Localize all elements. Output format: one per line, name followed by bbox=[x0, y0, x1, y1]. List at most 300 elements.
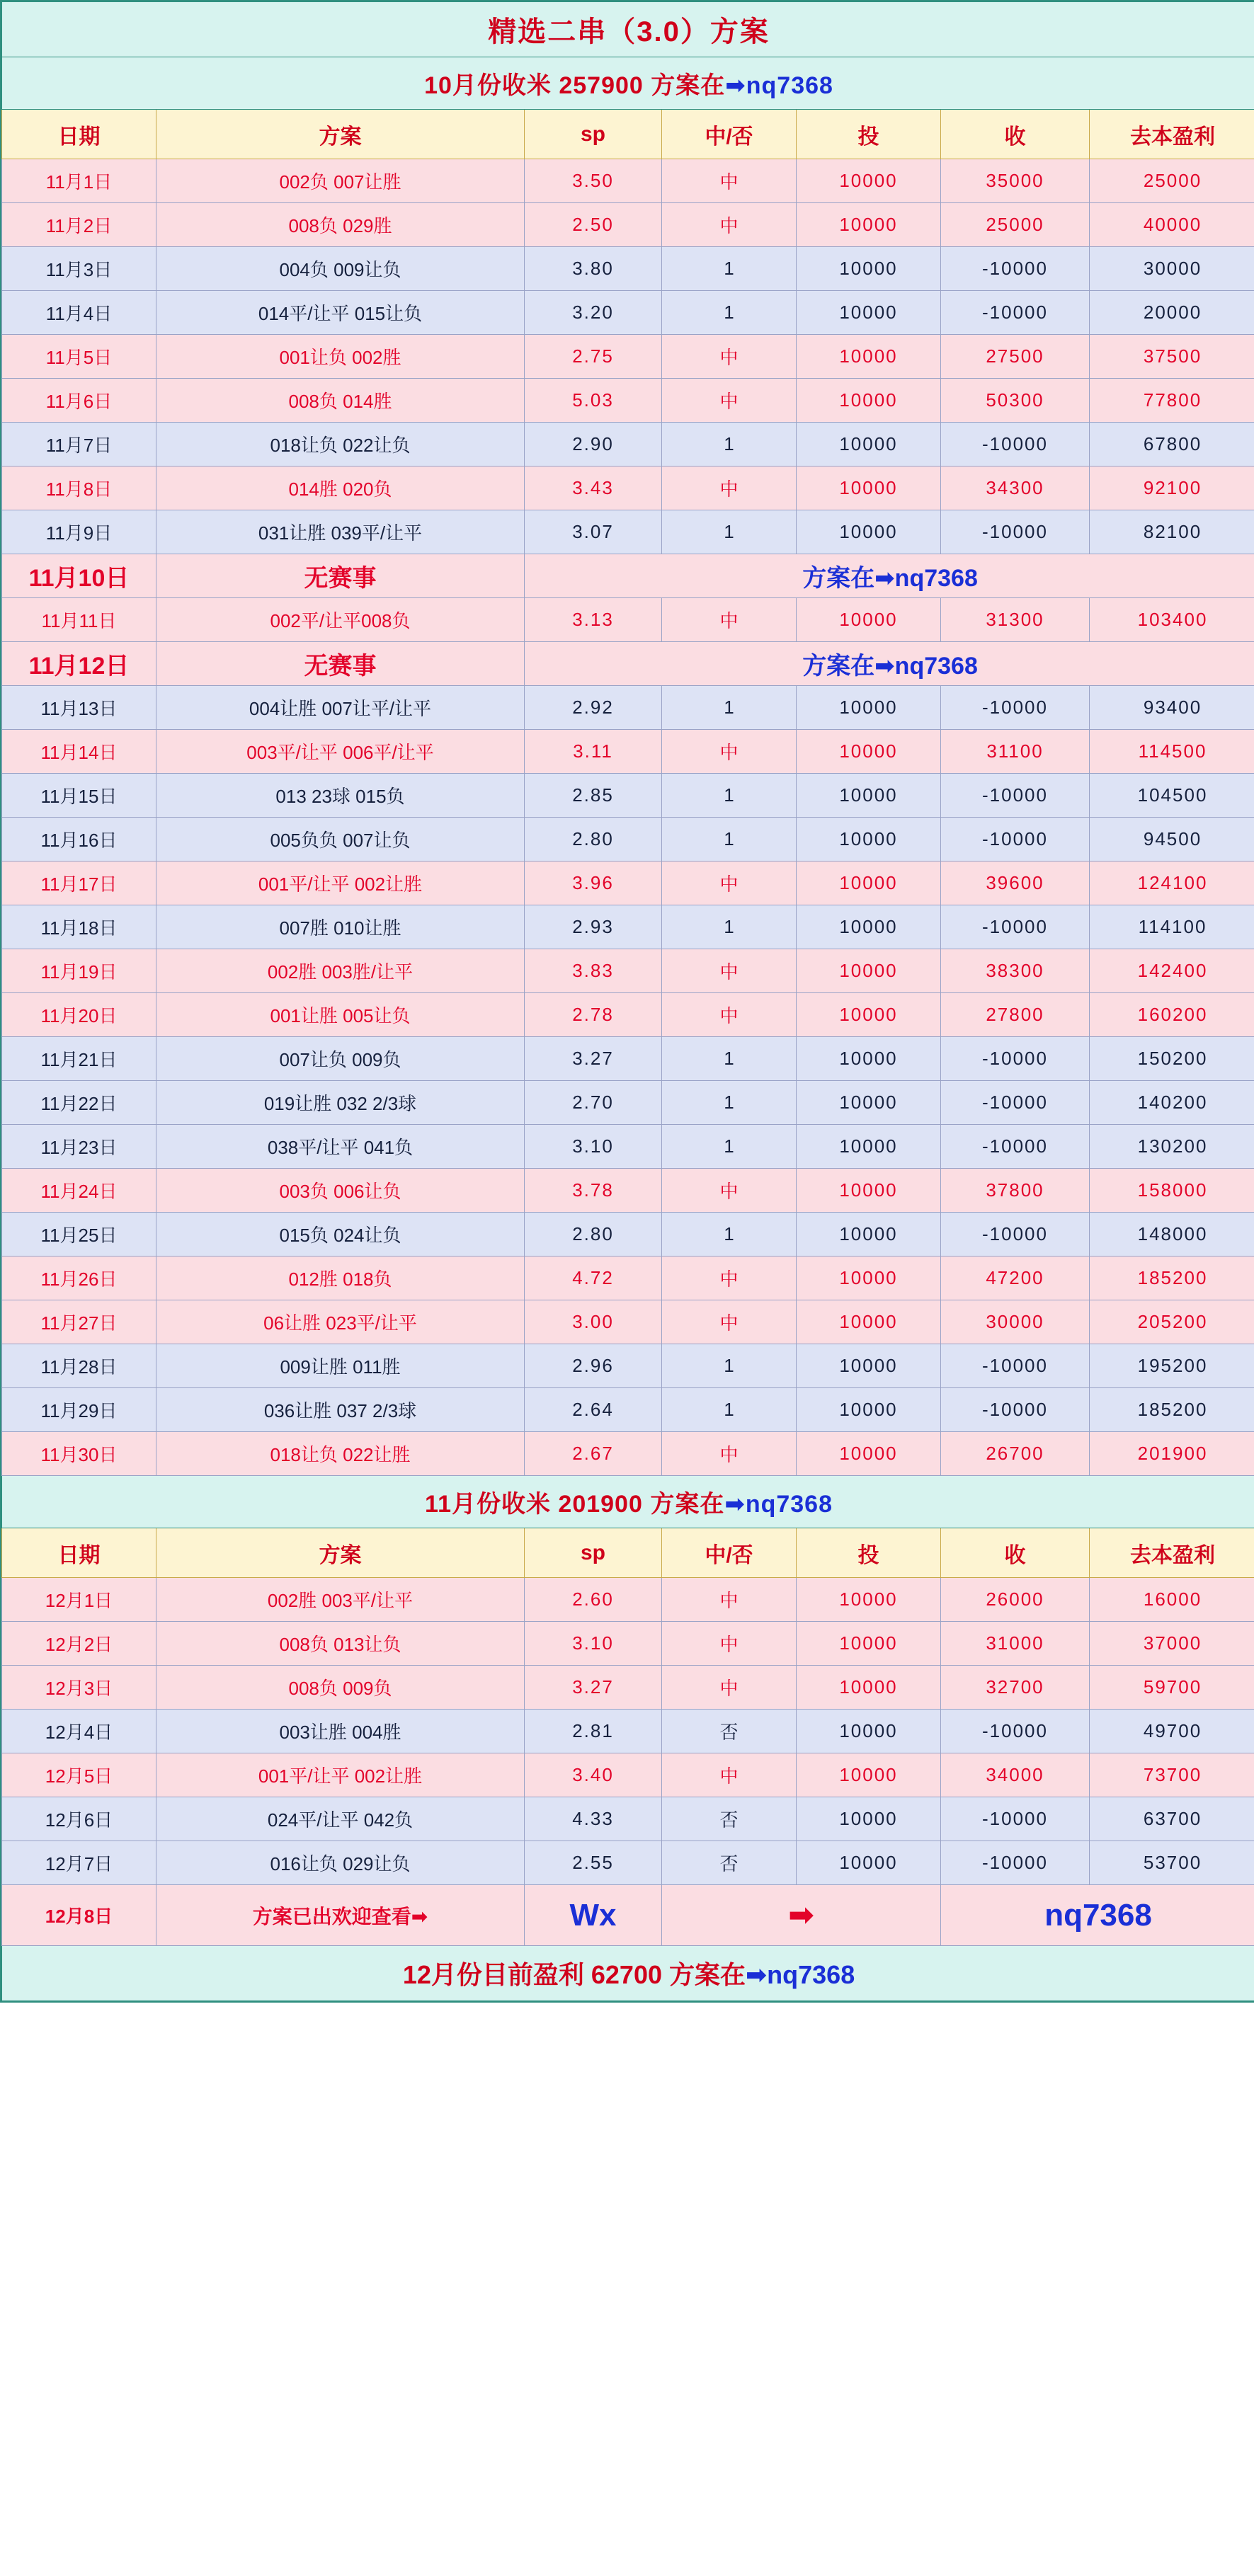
row-plan: 014胜 020负 bbox=[156, 466, 525, 510]
row-plan: 031让胜 039平/让平 bbox=[156, 510, 525, 554]
table-row bbox=[2, 993, 1254, 1037]
col-header-plan: 方案 bbox=[156, 110, 525, 159]
row-plan: 018让负 022让胜 bbox=[156, 1432, 525, 1476]
row-return: -10000 bbox=[941, 247, 1090, 291]
row-return: -10000 bbox=[941, 1710, 1090, 1753]
row-bet: 10000 bbox=[797, 1169, 941, 1213]
row-return: -10000 bbox=[941, 1344, 1090, 1388]
col-header-hit: 中/否 bbox=[662, 1528, 797, 1578]
row-hit: 中 bbox=[662, 1666, 797, 1710]
table-row bbox=[2, 774, 1254, 818]
row-profit: 94500 bbox=[1090, 818, 1254, 861]
row-plan: 009让胜 011胜 bbox=[156, 1344, 525, 1388]
row-return: -10000 bbox=[941, 1388, 1090, 1432]
table-row bbox=[2, 1710, 1254, 1753]
row-return: -10000 bbox=[941, 774, 1090, 818]
row-bet: 10000 bbox=[797, 1344, 941, 1388]
table-row bbox=[2, 379, 1254, 423]
table-row bbox=[2, 598, 1254, 642]
row-plan: 001让负 002胜 bbox=[156, 335, 525, 379]
row-return: 26700 bbox=[941, 1432, 1090, 1476]
table-row bbox=[2, 1256, 1254, 1300]
row-sp: 3.27 bbox=[525, 1666, 662, 1710]
row-sp: 2.80 bbox=[525, 818, 662, 861]
row-sp: 3.50 bbox=[525, 159, 662, 203]
col-header-plan: 方案 bbox=[156, 1528, 525, 1578]
row-return: 34000 bbox=[941, 1753, 1090, 1797]
row-date: 11月13日 bbox=[2, 686, 156, 730]
row-hit: 中 bbox=[662, 1256, 797, 1300]
row-sp: 3.00 bbox=[525, 1300, 662, 1344]
row-bet: 10000 bbox=[797, 1841, 941, 1885]
row-sp: 3.10 bbox=[525, 1125, 662, 1169]
row-sp: 2.60 bbox=[525, 1578, 662, 1622]
row-sp: 3.78 bbox=[525, 1169, 662, 1213]
table-row bbox=[2, 554, 1254, 598]
row-date: 11月29日 bbox=[2, 1388, 156, 1432]
header-row-december bbox=[2, 1528, 1254, 1578]
row-profit: 92100 bbox=[1090, 466, 1254, 510]
row-profit: 124100 bbox=[1090, 861, 1254, 905]
row-return: 26000 bbox=[941, 1578, 1090, 1622]
row-plan: 008负 009负 bbox=[156, 1666, 525, 1710]
row-bet: 10000 bbox=[797, 774, 941, 818]
col-header-return: 收 bbox=[941, 110, 1090, 159]
row-hit: 1 bbox=[662, 686, 797, 730]
row-date: 11月30日 bbox=[2, 1432, 156, 1476]
row-bet: 10000 bbox=[797, 861, 941, 905]
row-date: 11月16日 bbox=[2, 818, 156, 861]
row-plan: 003让胜 004胜 bbox=[156, 1710, 525, 1753]
row-sp: 3.80 bbox=[525, 247, 662, 291]
row-date: 12月3日 bbox=[2, 1666, 156, 1710]
row-hit: 中 bbox=[662, 730, 797, 774]
row-bet: 10000 bbox=[797, 598, 941, 642]
row-plan: 003平/让平 006平/让平 bbox=[156, 730, 525, 774]
row-hit: 中 bbox=[662, 861, 797, 905]
row-hit: 1 bbox=[662, 1037, 797, 1081]
row-sp: 2.75 bbox=[525, 335, 662, 379]
row-profit: 30000 bbox=[1090, 247, 1254, 291]
row-date: 11月18日 bbox=[2, 905, 156, 949]
row-sp: 2.93 bbox=[525, 905, 662, 949]
row-plan: 004负 009让负 bbox=[156, 247, 525, 291]
row-bet: 10000 bbox=[797, 1710, 941, 1753]
row-hit: 1 bbox=[662, 905, 797, 949]
arrow-icon: ➡ bbox=[724, 1491, 746, 1518]
row-sp: 5.03 bbox=[525, 379, 662, 423]
row-plan: 004让胜 007让平/让平 bbox=[156, 686, 525, 730]
table-row bbox=[2, 818, 1254, 861]
row-return: -10000 bbox=[941, 1125, 1090, 1169]
row-plan: 019让胜 032 2/3球 bbox=[156, 1081, 525, 1125]
row-hit: 否 bbox=[662, 1841, 797, 1885]
row-date: 11月20日 bbox=[2, 993, 156, 1037]
row-date: 12月2日 bbox=[2, 1622, 156, 1666]
row-date: 11月15日 bbox=[2, 774, 156, 818]
table-row bbox=[2, 510, 1254, 554]
col-header-sp: sp bbox=[525, 110, 662, 159]
row-date: 11月12日 bbox=[2, 642, 156, 686]
row-plan: 038平/让平 041负 bbox=[156, 1125, 525, 1169]
row-return: -10000 bbox=[941, 423, 1090, 466]
table-row bbox=[2, 1432, 1254, 1476]
row-profit: 160200 bbox=[1090, 993, 1254, 1037]
table-row bbox=[2, 335, 1254, 379]
row-sp: 2.55 bbox=[525, 1841, 662, 1885]
november-code: nq7368 bbox=[745, 1491, 833, 1518]
row-profit: 150200 bbox=[1090, 1037, 1254, 1081]
table-row bbox=[2, 1081, 1254, 1125]
row-hit: 中 bbox=[662, 949, 797, 993]
row-sp: 2.64 bbox=[525, 1388, 662, 1432]
row-hit: 中 bbox=[662, 1169, 797, 1213]
row-return: 50300 bbox=[941, 379, 1090, 423]
table-row bbox=[2, 291, 1254, 335]
row-bet: 10000 bbox=[797, 905, 941, 949]
col-header-profit: 去本盈利 bbox=[1090, 110, 1254, 159]
october-summary-text: 10月份收米 257900 方案在 bbox=[424, 72, 726, 99]
row-return: 31100 bbox=[941, 730, 1090, 774]
row-hit: 1 bbox=[662, 1388, 797, 1432]
row-profit: 142400 bbox=[1090, 949, 1254, 993]
row-sp: 2.90 bbox=[525, 423, 662, 466]
wechat-label: Wx bbox=[525, 1885, 662, 1946]
promo-row[interactable] bbox=[2, 1885, 1254, 1946]
table-row bbox=[2, 1622, 1254, 1666]
row-bet: 10000 bbox=[797, 1300, 941, 1344]
results-table bbox=[1, 1, 1254, 2001]
row-return: 39600 bbox=[941, 861, 1090, 905]
row-bet: 10000 bbox=[797, 335, 941, 379]
row-return: -10000 bbox=[941, 1037, 1090, 1081]
row-hit: 1 bbox=[662, 1344, 797, 1388]
row-date: 11月22日 bbox=[2, 1081, 156, 1125]
table-row bbox=[2, 1578, 1254, 1622]
page-title-row bbox=[2, 2, 1254, 57]
table-row bbox=[2, 1753, 1254, 1797]
row-return: 35000 bbox=[941, 159, 1090, 203]
arrow-icon: ➡ bbox=[725, 72, 746, 99]
row-sp: 4.33 bbox=[525, 1797, 662, 1841]
row-hit: 中 bbox=[662, 1753, 797, 1797]
row-return: 34300 bbox=[941, 466, 1090, 510]
table-row bbox=[2, 247, 1254, 291]
row-return: 30000 bbox=[941, 1300, 1090, 1344]
row-return: 31300 bbox=[941, 598, 1090, 642]
row-sp: 3.07 bbox=[525, 510, 662, 554]
row-bet: 10000 bbox=[797, 247, 941, 291]
row-plan: 003负 006让负 bbox=[156, 1169, 525, 1213]
december-summary-text: 12月份目前盈利 62700 方案在 bbox=[402, 1960, 746, 1989]
row-profit: 114100 bbox=[1090, 905, 1254, 949]
row-profit: 195200 bbox=[1090, 1344, 1254, 1388]
row-plan: 024平/让平 042负 bbox=[156, 1797, 525, 1841]
row-date: 11月17日 bbox=[2, 861, 156, 905]
row-bet: 10000 bbox=[797, 1622, 941, 1666]
row-profit: 63700 bbox=[1090, 1797, 1254, 1841]
november-summary bbox=[2, 1476, 1254, 1528]
row-profit: 114500 bbox=[1090, 730, 1254, 774]
table-row bbox=[2, 686, 1254, 730]
promo-note[interactable]: 方案在➡nq7368 bbox=[525, 642, 1254, 686]
row-bet: 10000 bbox=[797, 510, 941, 554]
november-summary-text: 11月份收米 201900 方案在 bbox=[425, 1491, 725, 1518]
table-row bbox=[2, 1797, 1254, 1841]
row-profit: 140200 bbox=[1090, 1081, 1254, 1125]
row-date: 12月5日 bbox=[2, 1753, 156, 1797]
row-date: 11月3日 bbox=[2, 247, 156, 291]
row-hit: 中 bbox=[662, 203, 797, 247]
row-plan: 002负 007让胜 bbox=[156, 159, 525, 203]
row-hit: 否 bbox=[662, 1797, 797, 1841]
col-header-sp: sp bbox=[525, 1528, 662, 1578]
row-date: 11月26日 bbox=[2, 1256, 156, 1300]
table-row bbox=[2, 466, 1254, 510]
row-sp: 3.96 bbox=[525, 861, 662, 905]
december-summary-row bbox=[2, 1946, 1254, 2001]
table-row bbox=[2, 1344, 1254, 1388]
december-code: nq7368 bbox=[767, 1960, 855, 1989]
row-bet: 10000 bbox=[797, 1578, 941, 1622]
table-row bbox=[2, 1125, 1254, 1169]
row-plan: 06让胜 023平/让平 bbox=[156, 1300, 525, 1344]
col-header-date: 日期 bbox=[2, 110, 156, 159]
row-return: 38300 bbox=[941, 949, 1090, 993]
row-bet: 10000 bbox=[797, 291, 941, 335]
row-bet: 10000 bbox=[797, 686, 941, 730]
row-hit: 1 bbox=[662, 818, 797, 861]
promo-label[interactable]: 方案已出欢迎查看➡ bbox=[156, 1885, 525, 1946]
row-date: 11月7日 bbox=[2, 423, 156, 466]
row-hit: 1 bbox=[662, 1125, 797, 1169]
row-hit: 中 bbox=[662, 159, 797, 203]
row-plan: 002胜 003胜/让平 bbox=[156, 949, 525, 993]
row-hit: 中 bbox=[662, 1300, 797, 1344]
row-hit: 中 bbox=[662, 993, 797, 1037]
row-hit: 中 bbox=[662, 466, 797, 510]
row-hit: 1 bbox=[662, 1081, 797, 1125]
col-header-date: 日期 bbox=[2, 1528, 156, 1578]
table-row bbox=[2, 1666, 1254, 1710]
row-profit: 103400 bbox=[1090, 598, 1254, 642]
row-sp: 2.85 bbox=[525, 774, 662, 818]
row-return: 25000 bbox=[941, 203, 1090, 247]
row-sp: 2.81 bbox=[525, 1710, 662, 1753]
row-return: -10000 bbox=[941, 1081, 1090, 1125]
table-row bbox=[2, 203, 1254, 247]
row-hit: 中 bbox=[662, 598, 797, 642]
table-row bbox=[2, 1037, 1254, 1081]
promo-code[interactable]: nq7368 bbox=[941, 1885, 1254, 1946]
col-header-bet: 投 bbox=[797, 110, 941, 159]
row-return: 32700 bbox=[941, 1666, 1090, 1710]
row-date: 11月8日 bbox=[2, 466, 156, 510]
row-profit: 59700 bbox=[1090, 1666, 1254, 1710]
row-plan: 016让负 029让负 bbox=[156, 1841, 525, 1885]
row-profit: 25000 bbox=[1090, 159, 1254, 203]
row-return: -10000 bbox=[941, 510, 1090, 554]
row-date: 11月1日 bbox=[2, 159, 156, 203]
row-plan: 008负 029胜 bbox=[156, 203, 525, 247]
row-date: 11月21日 bbox=[2, 1037, 156, 1081]
row-return: 47200 bbox=[941, 1256, 1090, 1300]
row-date: 11月11日 bbox=[2, 598, 156, 642]
row-return: 31000 bbox=[941, 1622, 1090, 1666]
row-bet: 10000 bbox=[797, 1797, 941, 1841]
row-plan: 008负 013让负 bbox=[156, 1622, 525, 1666]
row-sp: 3.11 bbox=[525, 730, 662, 774]
row-plan: 012胜 018负 bbox=[156, 1256, 525, 1300]
col-header-return: 收 bbox=[941, 1528, 1090, 1578]
table-body bbox=[2, 2, 1254, 2001]
table-row bbox=[2, 949, 1254, 993]
row-bet: 10000 bbox=[797, 1753, 941, 1797]
promo-date: 12月8日 bbox=[2, 1885, 156, 1946]
row-hit: 中 bbox=[662, 1578, 797, 1622]
row-date: 11月14日 bbox=[2, 730, 156, 774]
row-plan: 015负 024让负 bbox=[156, 1213, 525, 1256]
row-bet: 10000 bbox=[797, 993, 941, 1037]
row-bet: 10000 bbox=[797, 466, 941, 510]
row-profit: 53700 bbox=[1090, 1841, 1254, 1885]
row-plan: 002胜 003平/让平 bbox=[156, 1578, 525, 1622]
row-plan: 002平/让平008负 bbox=[156, 598, 525, 642]
row-sp: 3.27 bbox=[525, 1037, 662, 1081]
table-row bbox=[2, 905, 1254, 949]
row-profit: 205200 bbox=[1090, 1300, 1254, 1344]
table-row bbox=[2, 423, 1254, 466]
november-summary-row bbox=[2, 1476, 1254, 1528]
row-profit: 130200 bbox=[1090, 1125, 1254, 1169]
col-header-bet: 投 bbox=[797, 1528, 941, 1578]
row-plan: 013 23球 015负 bbox=[156, 774, 525, 818]
row-profit: 77800 bbox=[1090, 379, 1254, 423]
row-bet: 10000 bbox=[797, 949, 941, 993]
row-bet: 10000 bbox=[797, 1256, 941, 1300]
row-return: 27800 bbox=[941, 993, 1090, 1037]
row-plan: 001平/让平 002让胜 bbox=[156, 861, 525, 905]
row-sp: 3.20 bbox=[525, 291, 662, 335]
row-profit: 201900 bbox=[1090, 1432, 1254, 1476]
row-plan: 036让胜 037 2/3球 bbox=[156, 1388, 525, 1432]
row-plan: 001让胜 005让负 bbox=[156, 993, 525, 1037]
row-date: 11月27日 bbox=[2, 1300, 156, 1344]
row-profit: 82100 bbox=[1090, 510, 1254, 554]
row-hit: 1 bbox=[662, 291, 797, 335]
row-date: 11月6日 bbox=[2, 379, 156, 423]
table-row bbox=[2, 1213, 1254, 1256]
promo-note[interactable]: 方案在➡nq7368 bbox=[525, 554, 1254, 598]
page-title: 精选二串（3.0）方案 bbox=[2, 2, 1254, 57]
row-return: -10000 bbox=[941, 818, 1090, 861]
row-return: 37800 bbox=[941, 1169, 1090, 1213]
row-date: 11月19日 bbox=[2, 949, 156, 993]
row-profit: 185200 bbox=[1090, 1256, 1254, 1300]
row-hit: 1 bbox=[662, 247, 797, 291]
row-hit: 中 bbox=[662, 1432, 797, 1476]
row-bet: 10000 bbox=[797, 1432, 941, 1476]
table-row bbox=[2, 1388, 1254, 1432]
row-sp: 2.78 bbox=[525, 993, 662, 1037]
row-profit: 93400 bbox=[1090, 686, 1254, 730]
row-date: 11月10日 bbox=[2, 554, 156, 598]
row-hit: 1 bbox=[662, 774, 797, 818]
row-bet: 10000 bbox=[797, 818, 941, 861]
row-sp: 2.80 bbox=[525, 1213, 662, 1256]
row-bet: 10000 bbox=[797, 423, 941, 466]
table-row bbox=[2, 159, 1254, 203]
october-code: nq7368 bbox=[746, 72, 833, 99]
row-date: 11月9日 bbox=[2, 510, 156, 554]
row-sp: 2.70 bbox=[525, 1081, 662, 1125]
row-sp: 2.67 bbox=[525, 1432, 662, 1476]
table-row bbox=[2, 861, 1254, 905]
row-plan: 007胜 010让胜 bbox=[156, 905, 525, 949]
row-profit: 158000 bbox=[1090, 1169, 1254, 1213]
row-return: -10000 bbox=[941, 1213, 1090, 1256]
row-return: -10000 bbox=[941, 686, 1090, 730]
row-sp: 3.13 bbox=[525, 598, 662, 642]
table-row bbox=[2, 642, 1254, 686]
col-header-hit: 中/否 bbox=[662, 110, 797, 159]
row-date: 12月4日 bbox=[2, 1710, 156, 1753]
row-profit: 148000 bbox=[1090, 1213, 1254, 1256]
row-profit: 20000 bbox=[1090, 291, 1254, 335]
row-bet: 10000 bbox=[797, 1125, 941, 1169]
row-date: 12月7日 bbox=[2, 1841, 156, 1885]
row-sp: 4.72 bbox=[525, 1256, 662, 1300]
row-date: 11月23日 bbox=[2, 1125, 156, 1169]
row-date: 11月5日 bbox=[2, 335, 156, 379]
row-return: 27500 bbox=[941, 335, 1090, 379]
table-row bbox=[2, 1300, 1254, 1344]
col-header-profit: 去本盈利 bbox=[1090, 1528, 1254, 1578]
row-plan: 008负 014胜 bbox=[156, 379, 525, 423]
row-date: 11月4日 bbox=[2, 291, 156, 335]
no-race-label: 无赛事 bbox=[156, 554, 525, 598]
row-hit: 中 bbox=[662, 1622, 797, 1666]
october-summary bbox=[2, 57, 1254, 110]
row-profit: 49700 bbox=[1090, 1710, 1254, 1753]
row-return: -10000 bbox=[941, 1841, 1090, 1885]
row-hit: 1 bbox=[662, 423, 797, 466]
row-bet: 10000 bbox=[797, 1081, 941, 1125]
row-plan: 007让负 009负 bbox=[156, 1037, 525, 1081]
row-plan: 018让负 022让负 bbox=[156, 423, 525, 466]
table-row bbox=[2, 1169, 1254, 1213]
row-profit: 37000 bbox=[1090, 1622, 1254, 1666]
row-bet: 10000 bbox=[797, 1213, 941, 1256]
row-return: -10000 bbox=[941, 905, 1090, 949]
row-date: 11月24日 bbox=[2, 1169, 156, 1213]
row-date: 11月28日 bbox=[2, 1344, 156, 1388]
row-return: -10000 bbox=[941, 291, 1090, 335]
row-sp: 2.96 bbox=[525, 1344, 662, 1388]
row-sp: 3.40 bbox=[525, 1753, 662, 1797]
row-date: 12月1日 bbox=[2, 1578, 156, 1622]
header-row-november bbox=[2, 110, 1254, 159]
row-hit: 中 bbox=[662, 335, 797, 379]
no-race-label: 无赛事 bbox=[156, 642, 525, 686]
row-bet: 10000 bbox=[797, 159, 941, 203]
row-sp: 2.50 bbox=[525, 203, 662, 247]
row-bet: 10000 bbox=[797, 1388, 941, 1432]
row-bet: 10000 bbox=[797, 203, 941, 247]
arrow-icon: ➡ bbox=[662, 1885, 941, 1946]
row-profit: 40000 bbox=[1090, 203, 1254, 247]
row-profit: 67800 bbox=[1090, 423, 1254, 466]
